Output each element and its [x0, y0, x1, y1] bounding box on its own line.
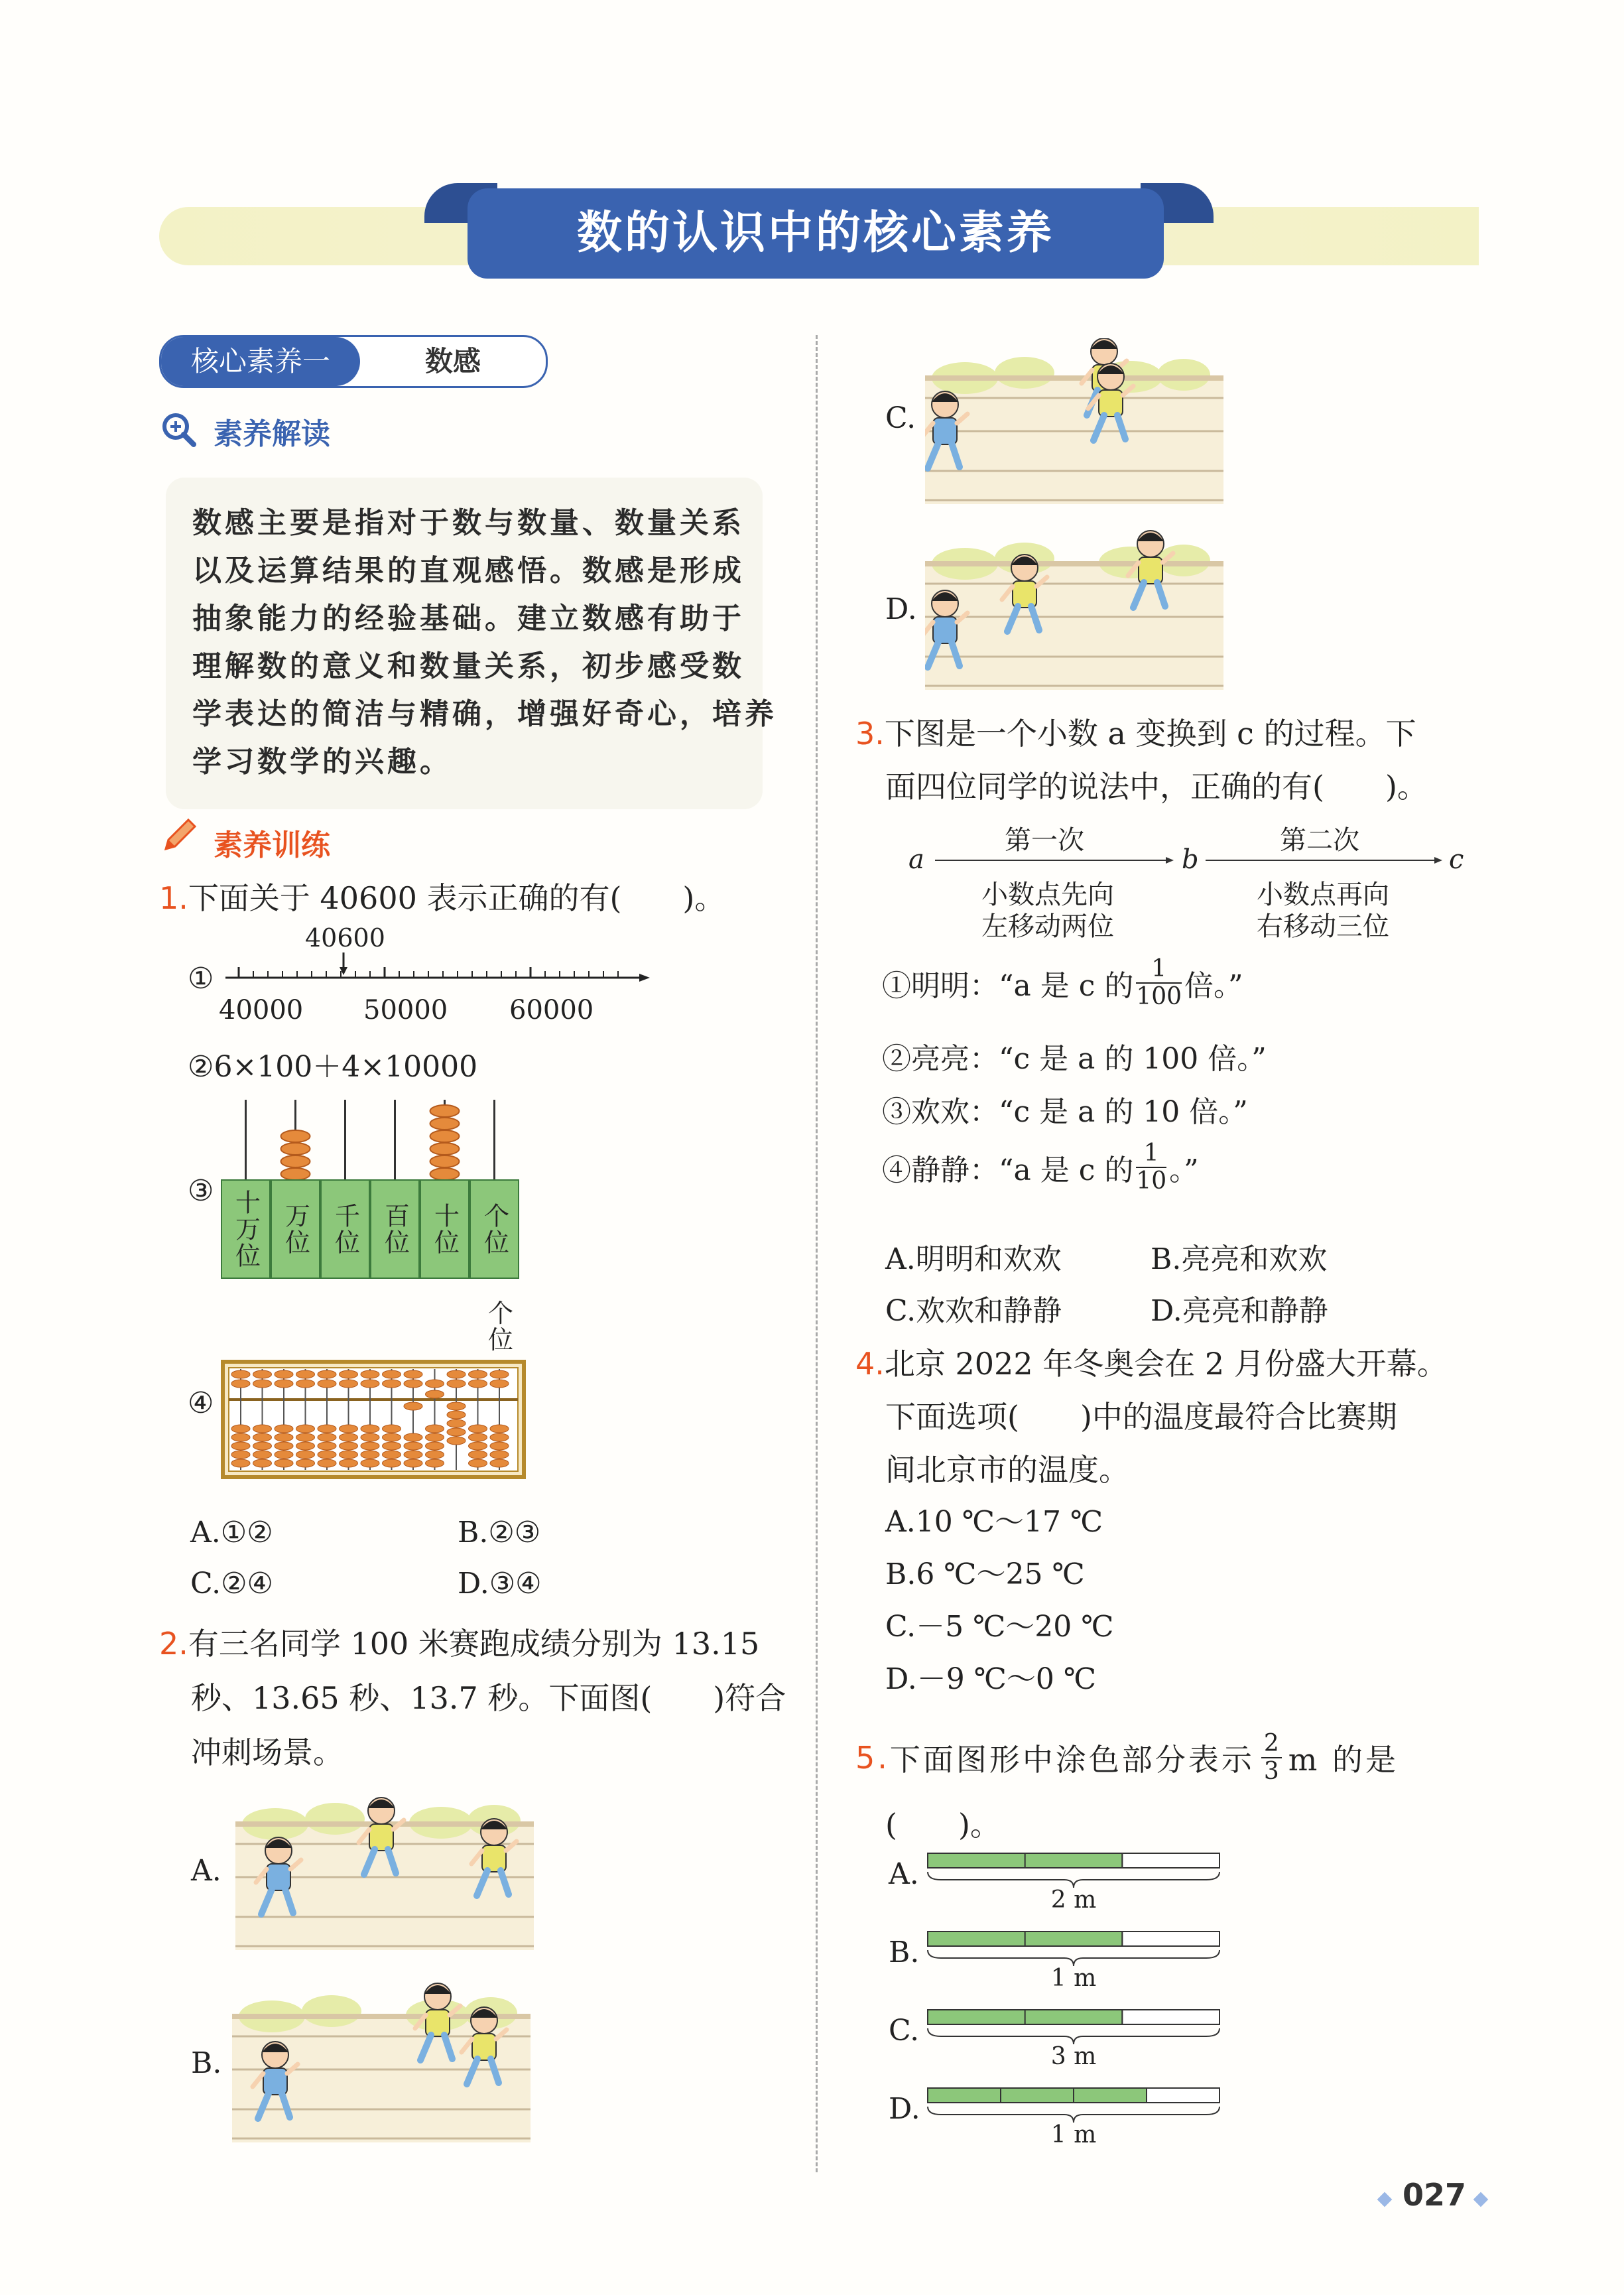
abacus-bead — [231, 1370, 250, 1378]
fraction — [1136, 955, 1182, 1010]
abacus-bead — [253, 1459, 272, 1467]
fraction-denominator: 3 — [1261, 1757, 1282, 1785]
frame-bead — [430, 1155, 460, 1167]
abacus-bead — [447, 1419, 466, 1427]
q3-statement-4 — [882, 1140, 1199, 1195]
abacus-bead — [469, 1451, 487, 1459]
abacus-bead — [404, 1442, 422, 1450]
abacus-bead — [361, 1459, 379, 1467]
var-b: b — [1182, 844, 1199, 875]
abacus-bead — [275, 1380, 293, 1388]
fraction-denominator: 10 — [1136, 1167, 1167, 1195]
abacus-bead — [426, 1380, 444, 1388]
abacus-bead — [469, 1425, 487, 1433]
frame-bead — [430, 1168, 460, 1179]
frame-bead — [281, 1130, 310, 1142]
bar-length-label: 1 m — [1050, 2121, 1097, 2148]
abacus-bead — [361, 1425, 379, 1433]
q5-text-pre: 下面图形中涂色部分表示 — [889, 1741, 1255, 1778]
place-value-cell: 万位 — [271, 1179, 320, 1279]
abacus-bead — [231, 1451, 250, 1459]
abacus-bead — [383, 1451, 401, 1459]
abacus-bead — [490, 1370, 509, 1378]
q3-statement-2: ②亮亮：“c 是 a 的 100 倍。” — [882, 1042, 1267, 1076]
abacus-bead — [231, 1459, 250, 1467]
abacus-bead — [340, 1433, 358, 1441]
q3-statement-3: ③欢欢：“c 是 a 的 10 倍。” — [882, 1095, 1248, 1129]
number-line — [225, 949, 650, 1002]
q5-stem-line1 — [855, 1730, 1399, 1785]
bush — [302, 1995, 361, 2027]
fraction-numerator: 1 — [1143, 1140, 1159, 1167]
q5-option-a[interactable]: A. — [889, 1857, 919, 1891]
abacus-bead — [383, 1433, 401, 1441]
q4-option-a[interactable]: A.10 ℃～17 ℃ — [885, 1505, 1103, 1539]
place-value-cell: 个位 — [469, 1179, 519, 1279]
frame-bead — [430, 1130, 460, 1142]
bar-length-label: 3 m — [1050, 2043, 1097, 2070]
q5-option-d[interactable]: D. — [889, 2092, 920, 2126]
abacus-bead — [253, 1442, 272, 1450]
q3-option-d[interactable]: D.亮亮和静静 — [1151, 1294, 1328, 1328]
race-illustration — [235, 1784, 534, 1950]
step1-desc: 小数点先向 — [981, 880, 1114, 910]
bush — [995, 357, 1054, 389]
frame-bead — [430, 1105, 460, 1117]
fraction-numerator: 2 — [1263, 1730, 1279, 1757]
abacus-bead — [275, 1433, 293, 1441]
abacus-bead — [361, 1433, 379, 1441]
q1-item3-mark: ③ — [188, 1174, 214, 1208]
abacus-bead — [404, 1433, 422, 1441]
q2-text-line1: 有三名同学 100 米赛跑成绩分别为 13.15 — [188, 1626, 760, 1662]
abacus-bead — [275, 1459, 293, 1467]
abacus-bead — [469, 1442, 487, 1450]
abacus-bead — [318, 1370, 336, 1378]
race-illustration — [925, 338, 1223, 504]
abacus-bead — [426, 1459, 444, 1467]
abacus-bead — [340, 1459, 358, 1467]
training-heading: 素养训练 — [214, 828, 330, 862]
abacus-bead — [447, 1370, 466, 1378]
abacus-bead — [383, 1459, 401, 1467]
q1-number: 1. — [159, 880, 188, 916]
abacus-bead — [361, 1380, 379, 1388]
section-name: 数感 — [424, 345, 481, 377]
abacus-bead — [275, 1425, 293, 1433]
numberline-marker-label: 40600 — [305, 923, 385, 952]
bush — [305, 1803, 365, 1835]
numberline-tick-label: 60000 — [509, 995, 594, 1025]
q3-option-b[interactable]: B.亮亮和欢欢 — [1151, 1242, 1328, 1276]
frame-bead — [281, 1168, 310, 1179]
abacus-bead — [253, 1370, 272, 1378]
q5-text-line2: ( )。 — [885, 1807, 1001, 1843]
abacus-bead — [404, 1380, 422, 1388]
race-scene-c[interactable] — [925, 338, 1223, 507]
abacus-bead — [361, 1442, 379, 1450]
race-scene-b[interactable] — [232, 1977, 531, 2145]
frame-bead — [281, 1155, 310, 1167]
fraction — [1136, 1140, 1166, 1195]
fraction-denominator: 100 — [1136, 983, 1182, 1010]
abacus-bead — [275, 1370, 293, 1378]
abacus-bead — [447, 1380, 466, 1388]
counting-frame — [221, 1100, 519, 1299]
bar-length-label: 2 m — [1050, 1886, 1097, 1914]
numberline-tick-label: 50000 — [363, 995, 448, 1025]
abacus-bead — [253, 1425, 272, 1433]
abacus-bead — [490, 1433, 509, 1441]
q4-option-c[interactable]: C.－5 ℃～20 ℃ — [885, 1610, 1114, 1644]
var-a: a — [908, 844, 924, 875]
q1-item4-mark: ④ — [188, 1386, 214, 1420]
q1-item4-place-label: 个位 — [487, 1299, 513, 1354]
q5-option-c[interactable]: C. — [889, 2014, 920, 2048]
frame-bead — [430, 1118, 460, 1130]
interpret-line: 抽象能力的经验基础。建立数感有助于 — [192, 602, 745, 635]
bush — [1157, 359, 1210, 391]
race-scene-a[interactable] — [235, 1784, 534, 1953]
q5-text-post: m 的是 — [1288, 1741, 1399, 1778]
q1-option-b[interactable]: B.②③ — [458, 1516, 541, 1549]
q2-option-a[interactable]: A. — [191, 1854, 221, 1888]
abacus-bead — [490, 1451, 509, 1459]
brace — [928, 2107, 1219, 2123]
abacus-bead — [447, 1411, 466, 1419]
frame-rods — [221, 1100, 519, 1179]
frame-bead — [281, 1143, 310, 1155]
q4-option-b[interactable]: B.6 ℃～25 ℃ — [885, 1557, 1085, 1591]
q4-text-line1: 北京 2022 年冬奥会在 2 月份盛大开幕。 — [884, 1346, 1448, 1382]
brace — [928, 1950, 1219, 1966]
q3-stem-line1 — [855, 710, 1416, 754]
q3-s4-end: 。” — [1169, 1153, 1199, 1187]
magnifier-icon — [160, 411, 198, 448]
page-title: 数的认识中的核心素养 — [468, 188, 1164, 279]
q1-stem — [159, 874, 725, 918]
abacus-bead — [469, 1370, 487, 1378]
abacus-bead — [296, 1370, 315, 1378]
abacus-bead — [231, 1380, 250, 1388]
page-number-decoration — [1377, 2192, 1393, 2207]
bar-length-label: 1 m — [1050, 1965, 1097, 1992]
abacus-bead — [275, 1442, 293, 1450]
step2-desc: 右移动三位 — [1257, 911, 1389, 942]
abacus-bead — [275, 1451, 293, 1459]
abacus-bead — [318, 1380, 336, 1388]
q5-bar — [925, 2007, 1230, 2080]
q4-text-line2: 下面选项( )中的温度最符合比赛期 — [885, 1399, 1397, 1435]
q2-option-b[interactable]: B. — [191, 2046, 222, 2080]
abacus-bead — [404, 1459, 422, 1467]
q1-option-a[interactable]: A.①② — [190, 1516, 273, 1549]
abacus-bead — [340, 1442, 358, 1450]
abacus-bead — [296, 1425, 315, 1433]
abacus-bead — [426, 1451, 444, 1459]
q4-number: 4. — [855, 1346, 885, 1382]
q4-option-d[interactable]: D.－9 ℃～0 ℃ — [885, 1662, 1097, 1696]
q3-option-c[interactable]: C.欢欢和静静 — [885, 1294, 1062, 1328]
race-illustration — [925, 524, 1223, 690]
abacus-bead — [469, 1459, 487, 1467]
race-illustration — [232, 1977, 531, 2142]
abacus-bead — [469, 1433, 487, 1441]
interpret-line: 学表达的简洁与精确，增强好奇心，培养 — [192, 697, 777, 731]
section-tag — [159, 335, 548, 388]
abacus-bead — [340, 1425, 358, 1433]
step2-desc: 小数点再向 — [1257, 880, 1389, 910]
abacus-bead — [296, 1442, 315, 1450]
race-scene-d[interactable] — [925, 524, 1223, 692]
interpret-heading: 素养解读 — [214, 417, 330, 451]
bar-shaded — [928, 2088, 1147, 2103]
abacus-bead — [253, 1380, 272, 1388]
q3-text-line1: 下图是一个小数 a 变换到 c 的过程。下 — [884, 716, 1416, 752]
brace — [928, 2028, 1219, 2044]
abacus-bead — [253, 1451, 272, 1459]
abacus-bead — [361, 1370, 379, 1378]
abacus-bead — [318, 1459, 336, 1467]
abacus-bead — [231, 1442, 250, 1450]
abacus-bead — [340, 1380, 358, 1388]
q5-bar — [925, 2085, 1230, 2158]
abacus-bead — [426, 1433, 444, 1441]
q2-option-d[interactable]: D. — [885, 592, 917, 626]
abacus-bead — [253, 1433, 272, 1441]
q3-s1-end: 倍。” — [1184, 968, 1243, 1003]
q2-option-c[interactable]: C. — [885, 401, 916, 435]
interpret-line: 学习数学的兴趣。 — [192, 745, 452, 779]
step2-label: 第二次 — [1280, 825, 1359, 856]
q3-number: 3. — [855, 716, 885, 752]
page-number: 027 — [1403, 2177, 1467, 2213]
place-value-cell: 百位 — [370, 1179, 420, 1279]
abacus-bead — [318, 1442, 336, 1450]
abacus-bead — [404, 1451, 422, 1459]
q3-text-line2: 面四位同学的说法中，正确的有( )。 — [885, 769, 1428, 805]
frame-bead — [430, 1143, 460, 1155]
abacus-bead — [231, 1433, 250, 1441]
interpret-line: 数感主要是指对于数与数量、数量关系 — [192, 506, 745, 540]
q4-stem-line1 — [855, 1340, 1448, 1384]
q1-option-d[interactable]: D.③④ — [458, 1567, 542, 1601]
q5-number: 5. — [855, 1739, 890, 1776]
abacus-bead — [490, 1442, 509, 1450]
q3-statement-1 — [882, 955, 1243, 1010]
abacus-bead — [383, 1425, 401, 1433]
section-label: 核心素养一 — [161, 337, 360, 386]
q2-text-line3: 冲刺场景。 — [191, 1735, 344, 1770]
q5-bar — [925, 1851, 1230, 1924]
abacus-bead — [426, 1442, 444, 1450]
q3-s1-text: ①明明：“a 是 c 的 — [882, 968, 1134, 1003]
q1-text: 下面关于 40600 表示正确的有( )。 — [188, 880, 725, 916]
abacus-bead — [490, 1459, 509, 1467]
q2-stem-line1 — [159, 1620, 759, 1664]
abacus-bead — [426, 1390, 444, 1398]
numberline-tick-label: 40000 — [219, 995, 304, 1025]
transform-diagram — [908, 819, 1472, 942]
abacus-bead — [426, 1425, 444, 1433]
fraction-numerator: 1 — [1151, 955, 1167, 982]
page-number-decoration — [1473, 2192, 1489, 2207]
q5-option-b[interactable]: B. — [889, 1935, 920, 1969]
brace — [928, 1872, 1219, 1888]
abacus-bead — [469, 1380, 487, 1388]
place-value-cell: 十位 — [420, 1179, 469, 1279]
q5-options — [889, 1851, 1247, 2169]
q3-s4-text: ④静静：“a 是 c 的 — [882, 1153, 1134, 1187]
track-edge — [925, 561, 1223, 566]
abacus-bead — [318, 1451, 336, 1459]
step1-desc: 左移动两位 — [981, 911, 1114, 942]
abacus-bead — [361, 1451, 379, 1459]
abacus-bead — [318, 1433, 336, 1441]
abacus-bead — [340, 1451, 358, 1459]
q2-number: 2. — [159, 1626, 188, 1662]
abacus-bead — [318, 1425, 336, 1433]
fraction — [1261, 1730, 1282, 1785]
abacus-bead — [296, 1459, 315, 1467]
abacus-bead — [383, 1370, 401, 1378]
abacus-bead — [447, 1428, 466, 1436]
q1-item2: ②6×100＋4×10000 — [188, 1050, 478, 1084]
q1-option-c[interactable]: C.②④ — [190, 1567, 273, 1601]
step1-label: 第一次 — [1005, 825, 1084, 856]
q2-text-line2: 秒、13.65 秒、13.7 秒。下面图( )符合 — [191, 1680, 786, 1716]
place-value-cell: 千位 — [320, 1179, 370, 1279]
pencil-icon — [159, 816, 199, 856]
abacus-bead — [404, 1402, 422, 1410]
abacus-bead — [296, 1433, 315, 1441]
abacus-bead — [383, 1380, 401, 1388]
abacus-bead — [340, 1370, 358, 1378]
interpret-line: 理解数的意义和数量关系，初步感受数 — [192, 649, 745, 683]
abacus-bead — [296, 1451, 315, 1459]
q3-option-a[interactable]: A.明明和欢欢 — [885, 1242, 1062, 1276]
abacus-bead — [383, 1442, 401, 1450]
place-value-cell: 十万位 — [221, 1179, 271, 1279]
q4-text-line3: 间北京市的温度。 — [885, 1452, 1129, 1488]
abacus-bead — [490, 1425, 509, 1433]
abacus-bead — [447, 1402, 466, 1410]
var-c: c — [1449, 844, 1464, 875]
q1-item1-mark: ① — [188, 962, 214, 996]
interpret-line: 以及运算结果的直观感悟。数感是形成 — [192, 554, 745, 588]
q5-bar — [925, 1929, 1230, 2002]
column-divider — [816, 335, 818, 2172]
abacus-bead — [490, 1380, 509, 1388]
abacus — [221, 1360, 526, 1479]
track-edge — [925, 375, 1223, 381]
abacus-bead — [404, 1370, 422, 1378]
abacus-bead — [447, 1437, 466, 1445]
abacus-bead — [231, 1425, 250, 1433]
abacus-bead — [296, 1380, 315, 1388]
